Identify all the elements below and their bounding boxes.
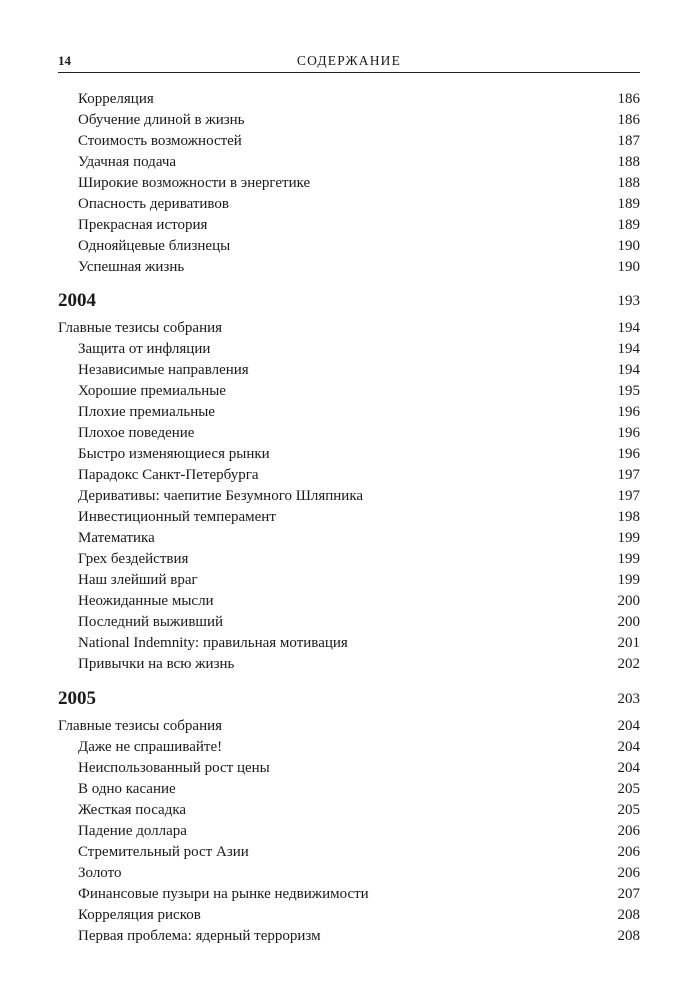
toc-entry-title: Падение доллара: [78, 823, 187, 839]
toc-entry-page: 199: [617, 551, 640, 567]
toc-entry-title: Наш злейший враг: [78, 572, 198, 588]
page-number: 14: [58, 53, 71, 68]
toc-entry-title: Стоимость возможностей: [78, 133, 242, 149]
toc-entry-page: 194: [617, 341, 640, 357]
toc-entry-page: 194: [617, 320, 640, 336]
toc-entry-title: Финансовые пузыри на рынке недвижимости: [78, 886, 369, 902]
toc-entry: [58, 194, 640, 214]
toc-section-entry: [58, 318, 640, 338]
toc-entry: [58, 360, 640, 380]
toc-entry-page: 195: [617, 383, 640, 399]
toc-entry-title: Неожиданные мысли: [78, 593, 214, 609]
toc-entry: [58, 821, 640, 841]
toc-year-heading: [58, 689, 640, 709]
toc-entry-title: Успешная жизнь: [78, 259, 185, 275]
toc-entry: [58, 926, 640, 946]
toc-entry: [58, 236, 640, 256]
toc-entry-page: 188: [617, 175, 640, 191]
toc-entry-title: Плохие премиальные: [78, 404, 215, 420]
toc-entry-page: 207: [617, 886, 640, 902]
toc-entry: [58, 131, 640, 151]
toc-entry-page: 194: [617, 362, 640, 378]
toc-entry-title: Первая проблема: ядерный терроризм: [78, 928, 321, 944]
toc-entry-page: 208: [617, 907, 640, 923]
toc-entry: [58, 173, 640, 193]
toc-year-heading: [58, 291, 640, 311]
toc-entry-page: 200: [617, 593, 640, 609]
toc-entry-page: 206: [617, 865, 640, 881]
toc-entry-title: Обучение длиной в жизнь: [78, 112, 245, 128]
toc-entry: [58, 884, 640, 904]
toc-entry-title: Защита от инфляции: [78, 341, 211, 357]
toc-entry: [58, 654, 640, 674]
toc-entry-page: 186: [617, 91, 640, 107]
toc-entry-title: Корреляция: [78, 91, 154, 107]
running-header: [58, 50, 640, 73]
toc-entry-title: Широкие возможности в энергетике: [78, 175, 311, 191]
toc-entry-title: Последний выживший: [78, 614, 224, 630]
toc-entry: [58, 905, 640, 925]
toc-entry-title: 2005: [58, 688, 96, 709]
toc-entry: [58, 507, 640, 527]
toc-entry-page: 206: [617, 823, 640, 839]
toc-entry-title: Даже не спрашивайте!: [78, 739, 223, 755]
toc-entry-page: 201: [617, 635, 640, 651]
toc-entry-page: 189: [617, 196, 640, 212]
toc-entry: [58, 591, 640, 611]
toc-entry-page: 197: [617, 467, 640, 483]
toc-entry-page: 189: [617, 217, 640, 233]
toc-entry: [58, 800, 640, 820]
toc-entry-title: Жесткая посадка: [78, 802, 187, 818]
toc-entry: [58, 528, 640, 548]
toc-section-entry: [58, 716, 640, 736]
toc-entry: [58, 444, 640, 464]
toc-entry-title: Плохое поведение: [78, 425, 195, 441]
toc-entry-page: 188: [617, 154, 640, 170]
toc-entry: [58, 842, 640, 862]
toc-entry-title: Золото: [78, 865, 122, 881]
running-title: СОДЕРЖАНИЕ: [296, 53, 402, 68]
toc-entry-title: Математика: [78, 530, 155, 546]
toc-entry-title: Грех бездействия: [78, 551, 189, 567]
toc-entry-page: 204: [617, 739, 640, 755]
toc-entry: [58, 633, 640, 653]
toc-entry-title: Главные тезисы собрания: [58, 718, 223, 734]
toc-entry: [58, 152, 640, 172]
toc-entry-page: 199: [617, 530, 640, 546]
toc-entry-page: 190: [617, 238, 640, 254]
toc-entry: [58, 465, 640, 485]
toc-entry-page: 199: [617, 572, 640, 588]
toc-entry: [58, 549, 640, 569]
toc-entry-page: 186: [617, 112, 640, 128]
toc-entry: [58, 215, 640, 235]
toc-entry: [58, 758, 640, 778]
toc-entry-title: Привычки на всю жизнь: [78, 656, 235, 672]
toc-entry: [58, 486, 640, 506]
toc-entry-title: Независимые направления: [78, 362, 249, 378]
toc-entry-title: Прекрасная история: [78, 217, 208, 233]
toc-entry-title: Хорошие премиальные: [78, 383, 226, 399]
toc-entry-title: National Indemnity: правильная мотивация: [78, 635, 348, 651]
toc-entry-title: Деривативы: чаепитие Безумного Шляпника: [78, 488, 364, 504]
toc-entry: [58, 779, 640, 799]
toc-entry-page: 208: [617, 928, 640, 944]
toc-entry-title: Опасность деривативов: [78, 196, 229, 212]
toc-entry: [58, 737, 640, 757]
toc-entry-page: 193: [617, 293, 640, 309]
toc-entry: [58, 402, 640, 422]
toc-entry-page: 206: [617, 844, 640, 860]
toc-entry-title: Стремительный рост Азии: [78, 844, 249, 860]
toc-entry-title: В одно касание: [78, 781, 176, 797]
toc-entry-page: 197: [617, 488, 640, 504]
toc-entry: [58, 570, 640, 590]
toc-entry: [58, 381, 640, 401]
toc-entry-page: 205: [617, 781, 640, 797]
toc-entry: [58, 89, 640, 109]
toc-entry: [58, 863, 640, 883]
toc-entry-page: 196: [617, 446, 640, 462]
toc-entry-page: 196: [617, 425, 640, 441]
toc-entry-title: Инвестиционный темперамент: [78, 509, 276, 525]
toc-entry-title: Парадокс Санкт-Петербурга: [78, 467, 259, 483]
toc-entry-page: 187: [617, 133, 640, 149]
toc-entry-page: 203: [617, 691, 640, 707]
toc-entry-page: 190: [617, 259, 640, 275]
toc-entry-title: Быстро изменяющиеся рынки: [78, 446, 270, 462]
toc-entry: [58, 257, 640, 277]
toc-entry-page: 196: [617, 404, 640, 420]
toc-entry-title: Главные тезисы собрания: [58, 320, 223, 336]
toc-entry-page: 200: [617, 614, 640, 630]
toc-entry-title: Неиспользованный рост цены: [78, 760, 270, 776]
toc-entry-title: Удачная подача: [78, 154, 177, 170]
toc-entry: [58, 110, 640, 130]
toc-entry-title: Корреляция рисков: [78, 907, 201, 923]
toc-entry: [58, 423, 640, 443]
toc-entry-title: Однояйцевые близнецы: [78, 238, 231, 254]
toc-entry-page: 205: [617, 802, 640, 818]
toc-entry-page: 204: [617, 760, 640, 776]
toc-entry-page: 202: [617, 656, 640, 672]
toc-entry-page: 198: [617, 509, 640, 525]
toc-entry: [58, 339, 640, 359]
toc-entry-page: 204: [617, 718, 640, 734]
toc-entry: [58, 612, 640, 632]
toc-entry-title: 2004: [58, 290, 96, 311]
